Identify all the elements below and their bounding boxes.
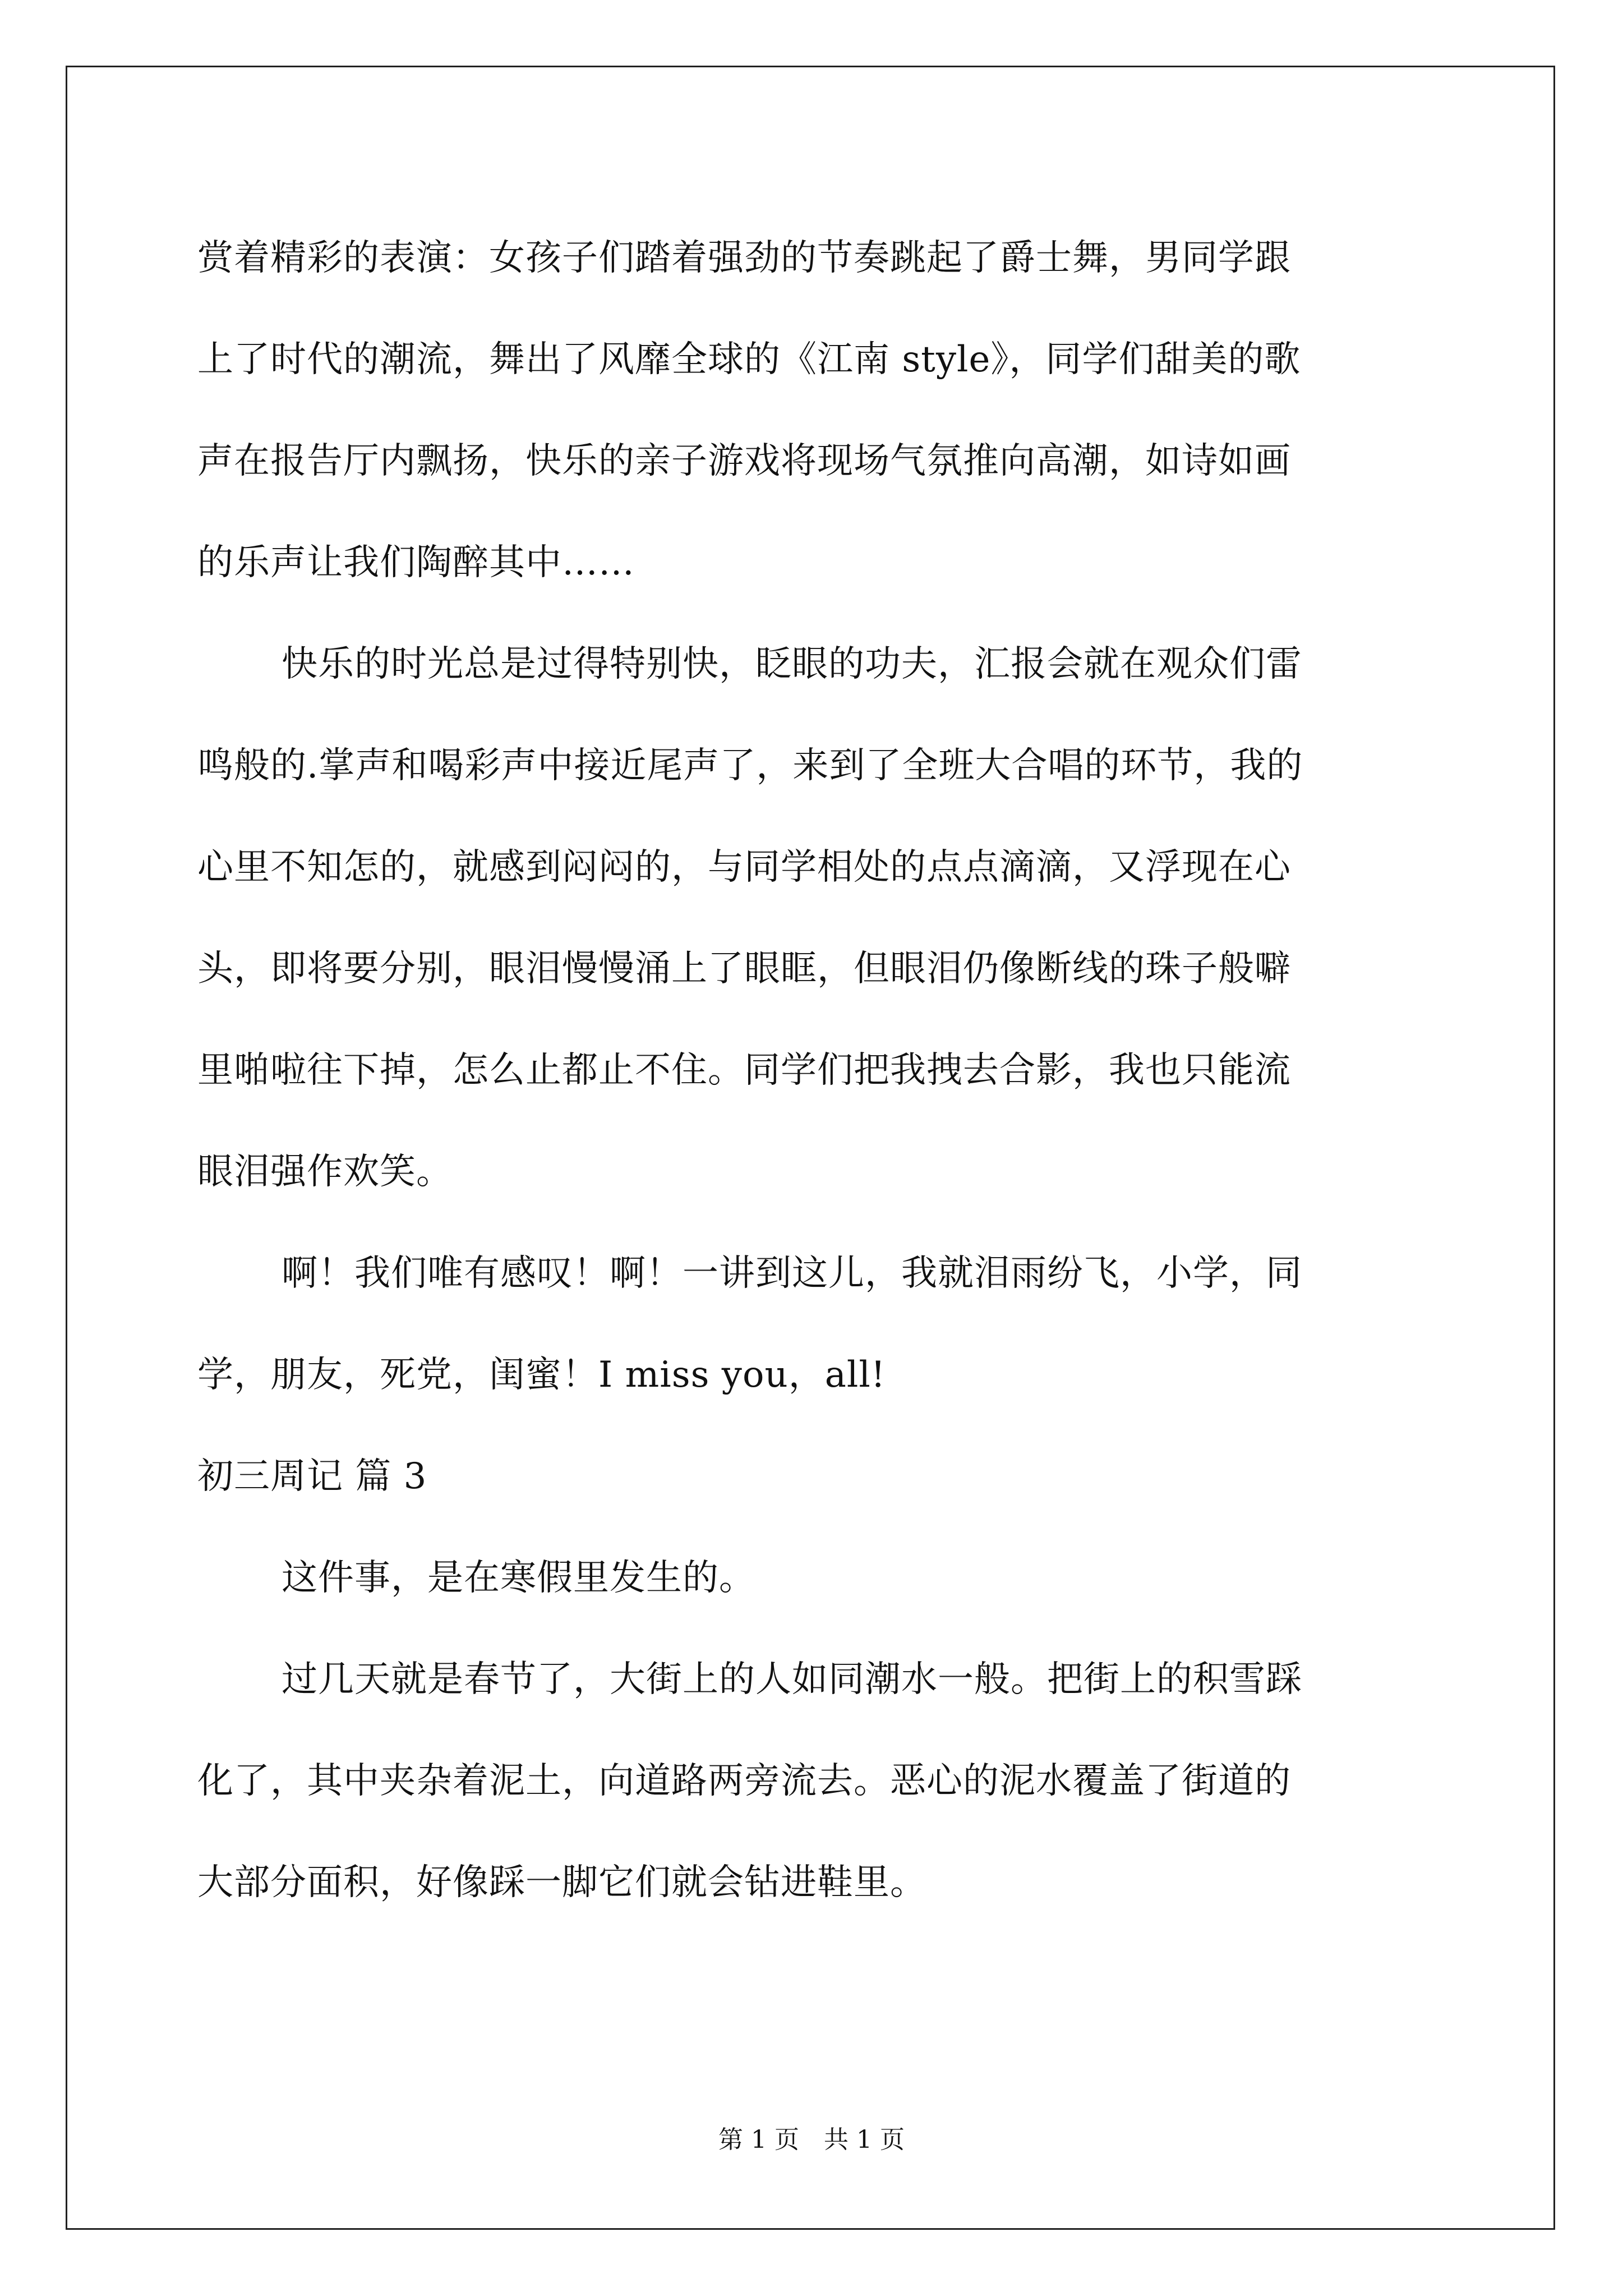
paragraph-1 [197,208,1431,614]
paragraph-3 [197,1223,1431,1426]
text-line: 声在报告厅内飘扬，快乐的亲子游戏将现场气氛推向高潮，如诗如画 [197,440,1291,482]
page-footer [0,2123,1623,2157]
text-line: 化了，其中夹杂着泥土，向道路两旁流去。恶心的泥水覆盖了街道的 [197,1760,1291,1802]
text-line: 的乐声让我们陶醉其中…… [197,542,635,583]
text-line: 快乐的时光总是过得特别快，眨眼的功夫，汇报会就在观众们雷 [282,643,1302,685]
text-line: 鸣般的.掌声和喝彩声中接近尾声了，来到了全班大合唱的环节，我的 [197,745,1303,786]
text-line: 上了时代的潮流，舞出了风靡全球的《江南 style》，同学们甜美的歌 [197,339,1301,380]
text-line: 大部分面积，好像踩一脚它们就会钻进鞋里。 [197,1862,926,1903]
page-number-label: 第 1 页 共 1 页 [718,2125,905,2154]
text-line: 过几天就是春节了，大街上的人如同潮水一般。把街上的积雪踩 [282,1659,1302,1700]
text-line: 啊！我们唯有感叹！啊！一讲到这儿，我就泪雨纷飞，小学，同 [282,1253,1302,1294]
text-line: 心里不知怎的，就感到闷闷的，与同学相处的点点滴滴，又浮现在心 [197,846,1291,888]
text-line: 学，朋友，死党，闺蜜！I miss you，all! [197,1354,886,1396]
paragraph-5 [197,1629,1431,1934]
text-line: 头，即将要分别，眼泪慢慢涌上了眼眶，但眼泪仍像断线的珠子般噼 [197,948,1291,990]
document-body [197,208,1431,1934]
text-line: 这件事，是在寒假里发生的。 [282,1557,755,1599]
text-line: 赏着精彩的表演：女孩子们踏着强劲的节奏跳起了爵士舞，男同学跟 [197,237,1291,279]
text-line: 里啪啦往下掉，怎么止都止不住。同学们把我拽去合影，我也只能流 [197,1050,1291,1091]
section-heading: 初三周记 篇 3 [197,1456,427,1497]
text-line: 眼泪强作欢笑。 [197,1151,453,1193]
paragraph-4 [197,1527,1431,1629]
paragraph-2 [197,614,1431,1223]
